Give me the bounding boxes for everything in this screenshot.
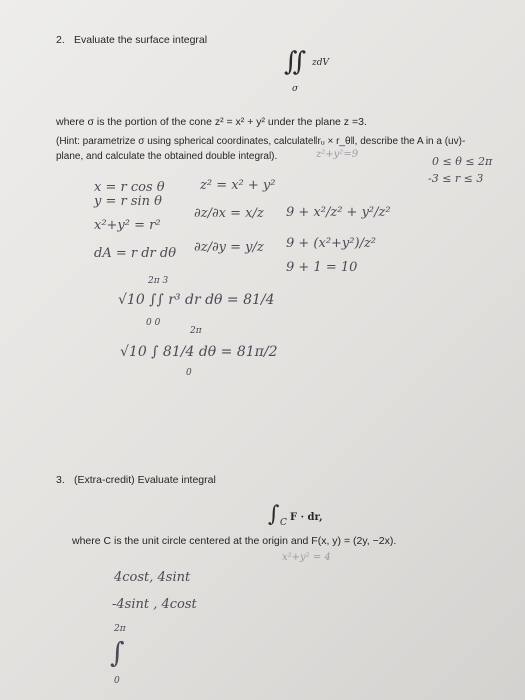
work-2-xy-sum: x²+y² = r² bbox=[94, 218, 161, 233]
problem-3-title: (Extra-credit) Evaluate integral bbox=[74, 474, 216, 486]
problem-2-hint-line-2: plane, and calculate the obtained double integral). bbox=[56, 151, 278, 162]
work-2-int-lower: 0 0 bbox=[146, 318, 161, 328]
work-3-line-2: -4sint , 4cost bbox=[112, 597, 197, 612]
work-2-int-upper: 2π 3 bbox=[148, 276, 169, 286]
work-2-bounds-theta: 0 ≤ θ ≤ 2π bbox=[432, 155, 493, 168]
problem-2-where: where σ is the portion of the cone z² = x² + y² under the plane z =3. bbox=[56, 116, 367, 128]
problem-3-where: where C is the unit circle centered at the origin and F(x, y) = (2y, −2x). bbox=[72, 535, 397, 547]
work-2-margin-note: z²+y²=9 bbox=[316, 149, 359, 160]
problem-3-contour: C bbox=[280, 518, 287, 528]
problem-2-integral-symbol: ∬ bbox=[284, 47, 307, 77]
work-2-int2-upper: 2π bbox=[190, 326, 202, 336]
work-2-cone: z² = x² + y² bbox=[200, 178, 276, 193]
work-2-int-line: √10 ∫∫ r³ dr dθ = 81/4 bbox=[118, 292, 275, 308]
work-3-circle-note: x²+y² = 4 bbox=[282, 552, 331, 563]
work-2-x-param: x = r cos θ bbox=[94, 180, 165, 195]
problem-2-number: 2. bbox=[56, 34, 65, 46]
work-2-int2-line: √10 ∫ 81/4 dθ = 81π/2 bbox=[120, 344, 278, 360]
problem-2-title: Evaluate the surface integral bbox=[74, 34, 208, 46]
problem-2-hint-line-1: (Hint: parametrize σ using spherical coordinates, calculate‖rᵤ × r_θ‖, describe the A in a (uv)- bbox=[56, 136, 466, 147]
work-2-step-2: 9 + (x²+y²)/z² bbox=[286, 236, 377, 251]
work-2-step-3: 9 + 1 = 10 bbox=[286, 260, 358, 275]
work-2-int2-lower: 0 bbox=[186, 368, 192, 378]
work-2-y-param: y = r sin θ bbox=[94, 194, 163, 209]
work-2-dA: dA = r dr dθ bbox=[94, 246, 177, 261]
work-2-dzdy: ∂z/∂y = y/z bbox=[194, 240, 264, 255]
work-2-bounds-r: -3 ≤ r ≤ 3 bbox=[428, 172, 484, 185]
work-3-int-upper: 2π bbox=[114, 624, 126, 634]
problem-2-integrand: zdV bbox=[312, 58, 330, 68]
work-2-dzdx: ∂z/∂x = x/z bbox=[194, 206, 264, 221]
work-3-line-1: 4cost, 4sint bbox=[114, 570, 191, 585]
work-3-int-symbol: ∫ bbox=[110, 636, 125, 669]
problem-2-region: σ bbox=[292, 84, 299, 94]
work-3-int-lower: 0 bbox=[114, 676, 120, 686]
problem-3-integrand: F · dr, bbox=[290, 512, 323, 523]
problem-3-number: 3. bbox=[56, 474, 65, 486]
problem-3-integral-symbol: ∫ bbox=[268, 502, 280, 527]
work-2-step-1: 9 + x²/z² + y²/z² bbox=[286, 205, 391, 220]
